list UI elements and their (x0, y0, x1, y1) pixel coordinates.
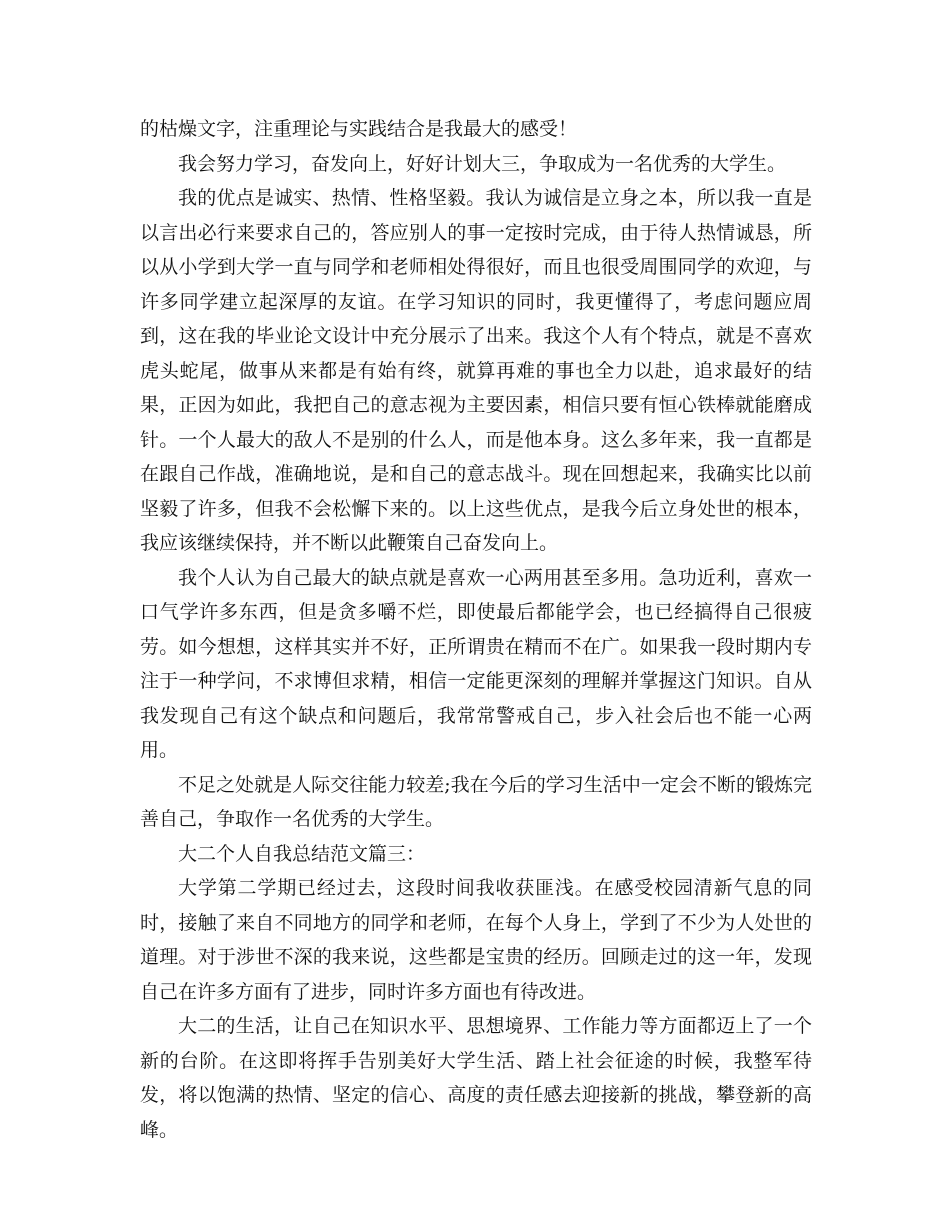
paragraph-2: 我会努力学习，奋发向上，好好计划大三，争取成为一名优秀的大学生。 (178, 152, 787, 175)
paragraph-1: 的枯燥文字，注重理论与实践结合是我最大的感受！ (140, 118, 578, 140)
paragraph-4: 我个人认为自己最大的缺点就是喜欢一心两用甚至多用。急功近利，喜欢一口气学许多东西，但是贪多嚼不烂，即使最后都能学会，也已经搞得自己很疲劳。如今想想，这样其实并不好，正所谓贵在精而不在广。如果我一段时期内专注于一种学问，不求博但求精，相信一定能更深刻的理解并掌握这门知识。自从我发现自己有这个缺点和问题后，我常常警戒自己，步入社会后也不能一心两用。 (140, 566, 812, 761)
paragraph-7: 大学第二学期已经过去，这段时间我收获匪浅。在感受校园清新气息的同时，接触了来自不同地方的同学和老师，在每个人身上，学到了不少为人处世的道理。对于涉世不深的我来说，这些都是宝贵的经历。回顾走过的这一年，发现自己在许多方面有了进步，同时许多方面也有待改进。 (140, 877, 812, 1003)
paragraph-3: 我的优点是诚实、热情、性格坚毅。我认为诚信是立身之本，所以我一直是以言出必行来要求自己的，答应别人的事一定按时完成，由于待人热情诚恳，所以从小学到大学一直与同学和老师相处得很好，而且也很受周围同学的欢迎，与许多同学建立起深厚的友谊。在学习知识的同时，我更懂得了，考虑问题应周到，这在我的毕业论文设计中充分展示了出来。我这个人有个特点，就是不喜欢虎头蛇尾，做事从来都是有始有终，就算再难的事也全力以赴，追求最好的结果，正因为如此，我把自己的意志视为主要因素，相信只要有恒心铁棒就能磨成针。一个人最大的敌人不是别的什么人，而是他本身。这么多年来，我一直都是在跟自己作战，准确地说，是和自己的意志战斗。现在回想起来，我确实比以前坚毅了许多，但我不会松懈下来的。以上这些优点，是我今后立身处世的根本，我应该继续保持，并不断以此鞭策自己奋发向上。 (140, 187, 812, 554)
document-body (140, 112, 812, 1147)
paragraph-5: 不足之处就是人际交往能力较差;我在今后的学习生活中一定会不断的锻炼完善自己，争取作一名优秀的大学生。 (140, 773, 812, 830)
paragraph-8: 大二的生活，让自己在知识水平、思想境界、工作能力等方面都迈上了一个新的台阶。在这即将挥手告别美好大学生活、踏上社会征途的时候，我整军待发，将以饱满的热情、坚定的信心、高度的责任感去迎接新的挑战，攀登新的高峰。 (140, 1015, 812, 1141)
section-heading: 大二个人自我总结范文篇三： (178, 842, 426, 865)
